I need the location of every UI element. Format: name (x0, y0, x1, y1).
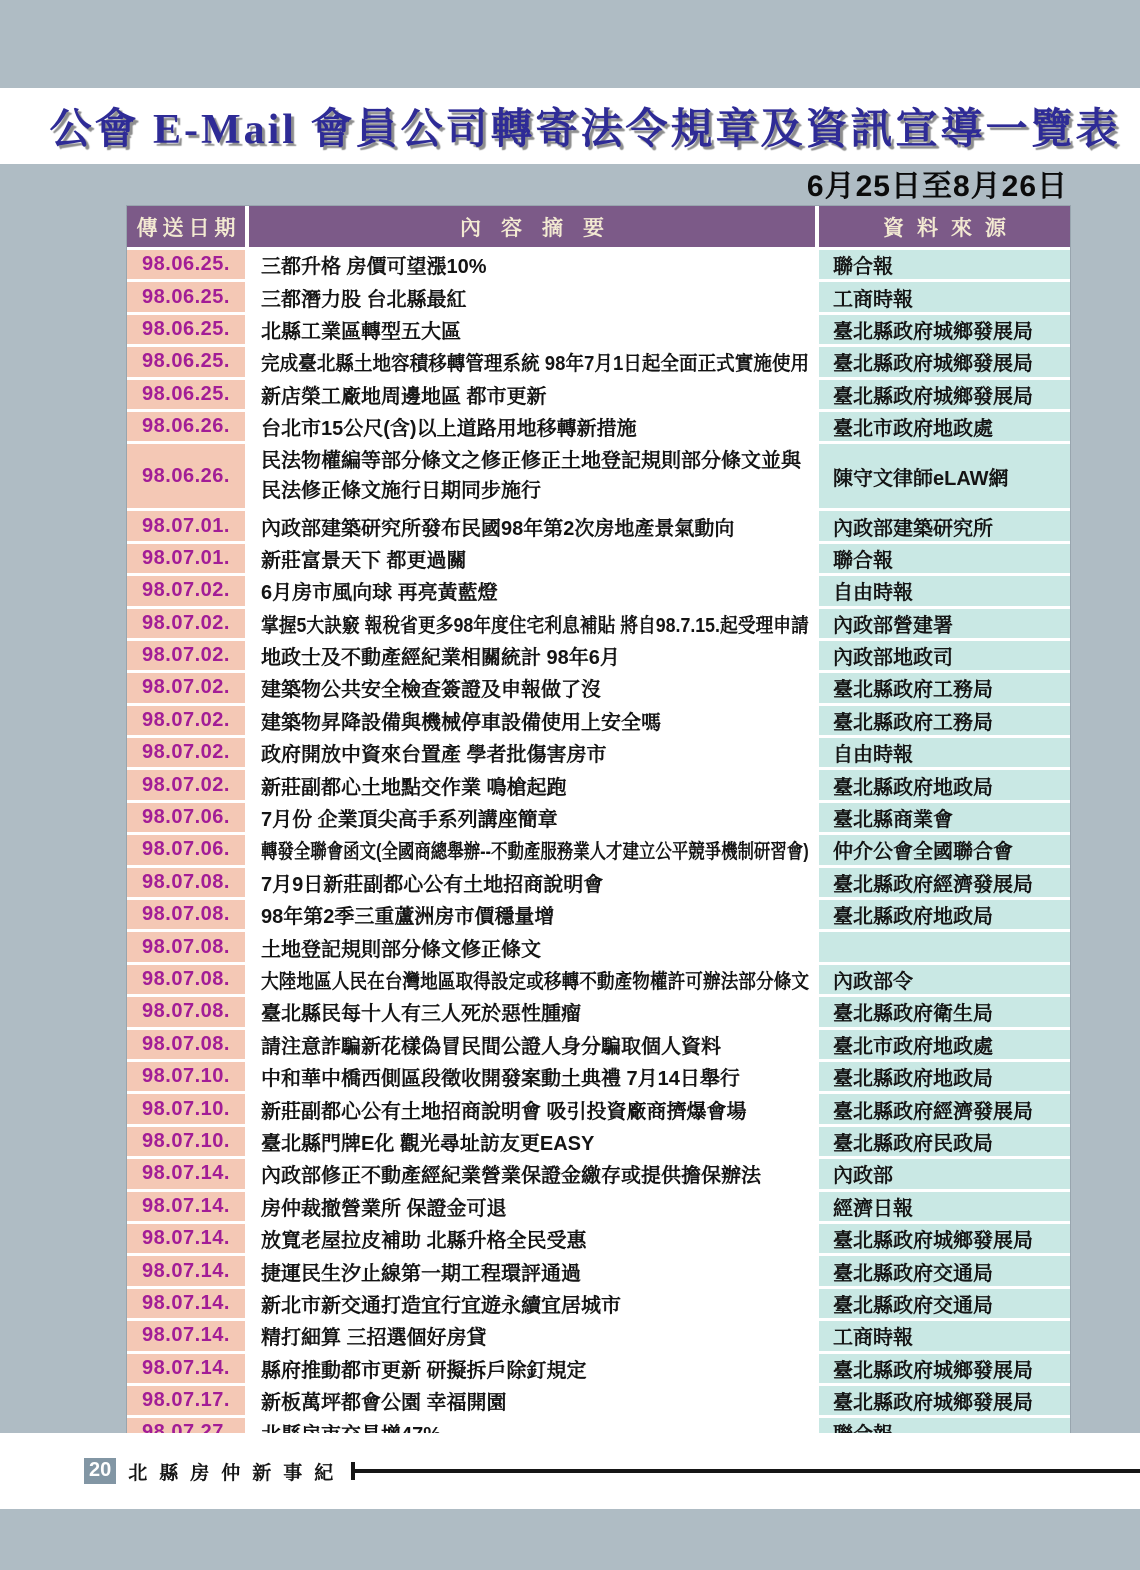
summary-text: 掌握5大訣竅 報稅省更多98年度住宅利息補貼 將自98.7.15.起受理申請 (261, 614, 809, 637)
summary-cell (249, 444, 815, 508)
date-cell: 98.07.06. (127, 835, 245, 864)
summary-cell (249, 576, 815, 605)
bulletin-table (127, 206, 1070, 1448)
date-cell: 98.07.01. (127, 511, 245, 540)
summary-cell (249, 835, 815, 864)
summary-cell (249, 1224, 815, 1253)
date-cell: 98.07.02. (127, 738, 245, 767)
date-cell: 98.07.10. (127, 1094, 245, 1123)
summary-text: 6月房市風向球 再亮黃藍燈 (261, 582, 498, 605)
source-cell: 經濟日報 (819, 1192, 1070, 1221)
source-cell: 臺北縣政府經濟發展局 (819, 1094, 1070, 1123)
summary-cell (249, 900, 815, 929)
summary-text: 新北市新交通打造宜行宜遊永續宜居城市 (261, 1294, 621, 1317)
summary-cell (249, 803, 815, 832)
summary-text: 完成臺北縣土地容積移轉管理系統 98年7月1日起全面正式實施使用 (261, 353, 810, 376)
summary-text: 新板萬坪都會公園 幸福開園 (261, 1392, 507, 1415)
date-cell: 98.07.08. (127, 868, 245, 897)
summary-text: 台北市15公尺(含)以上道路用地移轉新措施 (261, 418, 637, 441)
source-cell: 臺北縣政府城鄉發展局 (819, 380, 1070, 409)
date-cell: 98.07.10. (127, 1062, 245, 1091)
summary-cell (249, 997, 815, 1026)
date-cell: 98.07.02. (127, 609, 245, 638)
source-cell: 工商時報 (819, 282, 1070, 311)
date-cell: 98.07.02. (127, 576, 245, 605)
source-cell (819, 932, 1070, 961)
summary-cell (249, 1386, 815, 1415)
summary-cell (249, 673, 815, 702)
source-cell: 臺北縣政府城鄉發展局 (819, 1354, 1070, 1383)
summary-cell (249, 641, 815, 670)
summary-text: 大陸地區人民在台灣地區取得設定或移轉不動產物權許可辦法部分條文 (261, 971, 809, 993)
source-cell: 聯合報 (819, 250, 1070, 279)
summary-cell (249, 706, 815, 735)
summary-cell (249, 315, 815, 344)
summary-cell (249, 1159, 815, 1188)
summary-cell (249, 250, 815, 279)
date-cell: 98.07.01. (127, 544, 245, 573)
summary-text: 新莊副都心土地點交作業 鳴槍起跑 (261, 776, 567, 799)
summary-text: 新莊副都心公有土地招商說明會 吸引投資廠商擠爆會場 (261, 1100, 747, 1123)
date-cell: 98.06.26. (127, 412, 245, 441)
summary-cell (249, 738, 815, 767)
summary-text: 土地登記規則部分條文修正條文 (261, 938, 541, 961)
summary-text: 北縣工業區轉型五大區 (261, 320, 461, 343)
date-cell: 98.06.25. (127, 380, 245, 409)
summary-cell (249, 1094, 815, 1123)
date-cell: 98.07.02. (127, 673, 245, 702)
summary-text: 請注意詐騙新花樣偽冒民間公證人身分騙取個人資料 (261, 1035, 721, 1058)
source-cell: 臺北縣政府城鄉發展局 (819, 315, 1070, 344)
summary-cell (249, 770, 815, 799)
date-cell: 98.07.08. (127, 997, 245, 1026)
summary-cell (249, 511, 815, 540)
summary-cell (249, 1192, 815, 1221)
source-cell: 臺北縣政府地政局 (819, 900, 1070, 929)
source-cell: 內政部營建署 (819, 609, 1070, 638)
summary-cell (249, 380, 815, 409)
source-cell: 臺北縣政府地政局 (819, 1062, 1070, 1091)
date-cell: 98.07.06. (127, 803, 245, 832)
summary-cell (249, 282, 815, 311)
summary-text: 建築物公共安全檢查簽證及申報做了沒 (261, 679, 601, 702)
summary-cell (249, 544, 815, 573)
source-cell: 臺北市政府地政處 (819, 412, 1070, 441)
summary-cell (249, 1030, 815, 1059)
source-cell: 自由時報 (819, 576, 1070, 605)
summary-text: 三都潛力股 台北縣最紅 (261, 288, 467, 311)
summary-text: 內政部建築研究所發布民國98年第2次房地產景氣動向 (261, 517, 735, 540)
date-cell: 98.07.10. (127, 1127, 245, 1156)
summary-text: 三都升格 房價可望漲10% (261, 256, 487, 279)
summary-cell (249, 347, 815, 376)
summary-text: 政府開放中資來台置產 學者批傷害房市 (261, 744, 607, 767)
date-cell: 98.06.25. (127, 315, 245, 344)
summary-text: 放寬老屋拉皮補助 北縣升格全民受惠 (261, 1230, 587, 1253)
date-cell: 98.07.08. (127, 932, 245, 961)
source-cell: 臺北縣政府城鄉發展局 (819, 347, 1070, 376)
summary-text: 7月9日新莊副都心公有土地招商說明會 (261, 873, 604, 896)
summary-text: 臺北縣門牌E化 觀光尋址訪友更EASY (261, 1132, 595, 1155)
source-cell: 自由時報 (819, 738, 1070, 767)
date-cell: 98.07.17. (127, 1386, 245, 1415)
summary-cell (249, 609, 815, 638)
date-cell: 98.07.14. (127, 1354, 245, 1383)
summary-text: 精打細算 三招選個好房貸 (261, 1327, 487, 1350)
date-cell: 98.07.14. (127, 1159, 245, 1188)
footer-caption: 北縣房仲新事紀 (128, 1462, 346, 1484)
date-cell: 98.07.14. (127, 1256, 245, 1285)
summary-text: 民法物權編等部分條文之修正修正土地登記規則部分條文並與民法修正條文施行日期同步施行 (261, 450, 801, 503)
summary-text: 7月份 企業頂尖高手系列講座簡章 (261, 809, 558, 832)
summary-text: 地政士及不動產經紀業相關統計 98年6月 (261, 647, 620, 670)
source-cell: 臺北縣商業會 (819, 803, 1070, 832)
summary-cell (249, 868, 815, 897)
date-cell: 98.07.02. (127, 706, 245, 735)
footer (0, 1458, 1140, 1485)
summary-cell (249, 1127, 815, 1156)
source-cell: 仲介公會全國聯合會 (819, 835, 1070, 864)
source-cell: 臺北縣政府城鄉發展局 (819, 1386, 1070, 1415)
summary-cell (249, 965, 815, 994)
summary-text: 房仲裁撤營業所 保證金可退 (261, 1197, 507, 1220)
date-cell: 98.06.25. (127, 282, 245, 311)
source-cell: 臺北縣政府衛生局 (819, 997, 1070, 1026)
footer-band (0, 1433, 1140, 1509)
date-cell: 98.06.25. (127, 250, 245, 279)
source-cell: 臺北縣政府交通局 (819, 1256, 1070, 1285)
source-cell: 內政部地政司 (819, 641, 1070, 670)
source-cell: 內政部建築研究所 (819, 511, 1070, 540)
date-cell: 98.07.02. (127, 770, 245, 799)
summary-text: 98年第2季三重蘆洲房市價穩量增 (261, 906, 555, 929)
source-cell: 臺北縣政府工務局 (819, 673, 1070, 702)
source-cell: 聯合報 (819, 544, 1070, 573)
summary-text: 縣府推動都市更新 研擬拆戶除釘規定 (261, 1359, 587, 1382)
summary-cell (249, 1062, 815, 1091)
column-header-summary: 內容摘要 (249, 206, 815, 247)
footer-rule-line (355, 1469, 1140, 1473)
date-cell: 98.07.02. (127, 641, 245, 670)
summary-text: 新莊富景天下 都更過關 (261, 549, 467, 572)
source-cell: 臺北縣政府交通局 (819, 1289, 1070, 1318)
summary-text: 臺北縣民每十人有三人死於惡性腫瘤 (261, 1003, 581, 1026)
summary-cell (249, 412, 815, 441)
source-cell: 臺北縣政府城鄉發展局 (819, 1224, 1070, 1253)
summary-text: 捷運民生汐止線第一期工程環評通過 (261, 1262, 581, 1285)
summary-cell (249, 932, 815, 961)
date-cell: 98.06.25. (127, 347, 245, 376)
summary-text: 新店榮工廠地周邊地區 都市更新 (261, 385, 547, 408)
summary-text: 中和華中橋西側區段徵收開發案動土典禮 7月14日舉行 (261, 1068, 740, 1091)
title-band (0, 88, 1140, 164)
page-title: 公會 E-Mail 會員公司轉寄法令規章及資訊宣導一覽表 (49, 107, 1121, 153)
date-cell: 98.07.08. (127, 1030, 245, 1059)
source-cell: 臺北縣政府經濟發展局 (819, 868, 1070, 897)
source-cell: 臺北縣政府民政局 (819, 1127, 1070, 1156)
date-cell: 98.07.14. (127, 1321, 245, 1350)
summary-text: 轉發全聯會函文(全國商總舉辦--不動產服務業人才建立公平競爭機制研習會) (261, 841, 809, 864)
date-cell: 98.07.14. (127, 1224, 245, 1253)
source-cell: 臺北市政府地政處 (819, 1030, 1070, 1059)
date-cell: 98.07.08. (127, 965, 245, 994)
summary-text: 建築物昇降設備與機械停車設備使用上安全嗎 (261, 711, 661, 734)
date-range: 6月25日至8月26日 (806, 170, 1068, 203)
source-cell: 內政部令 (819, 965, 1070, 994)
date-cell: 98.06.26. (127, 444, 245, 508)
date-cell: 98.07.14. (127, 1289, 245, 1318)
source-cell: 陳守文律師eLAW網 (819, 444, 1070, 508)
summary-cell (249, 1321, 815, 1350)
source-cell: 內政部 (819, 1159, 1070, 1188)
summary-cell (249, 1354, 815, 1383)
date-cell: 98.07.14. (127, 1192, 245, 1221)
summary-text: 內政部修正不動產經紀業營業保證金繳存或提供擔保辦法 (261, 1165, 761, 1188)
summary-cell (249, 1289, 815, 1318)
page-number: 20 (84, 1458, 116, 1484)
summary-cell (249, 1256, 815, 1285)
source-cell: 臺北縣政府工務局 (819, 706, 1070, 735)
column-header-date: 傳送日期 (127, 206, 245, 247)
source-cell: 工商時報 (819, 1321, 1070, 1350)
source-cell: 臺北縣政府地政局 (819, 770, 1070, 799)
date-cell: 98.07.08. (127, 900, 245, 929)
column-header-source: 資料來源 (819, 206, 1070, 247)
